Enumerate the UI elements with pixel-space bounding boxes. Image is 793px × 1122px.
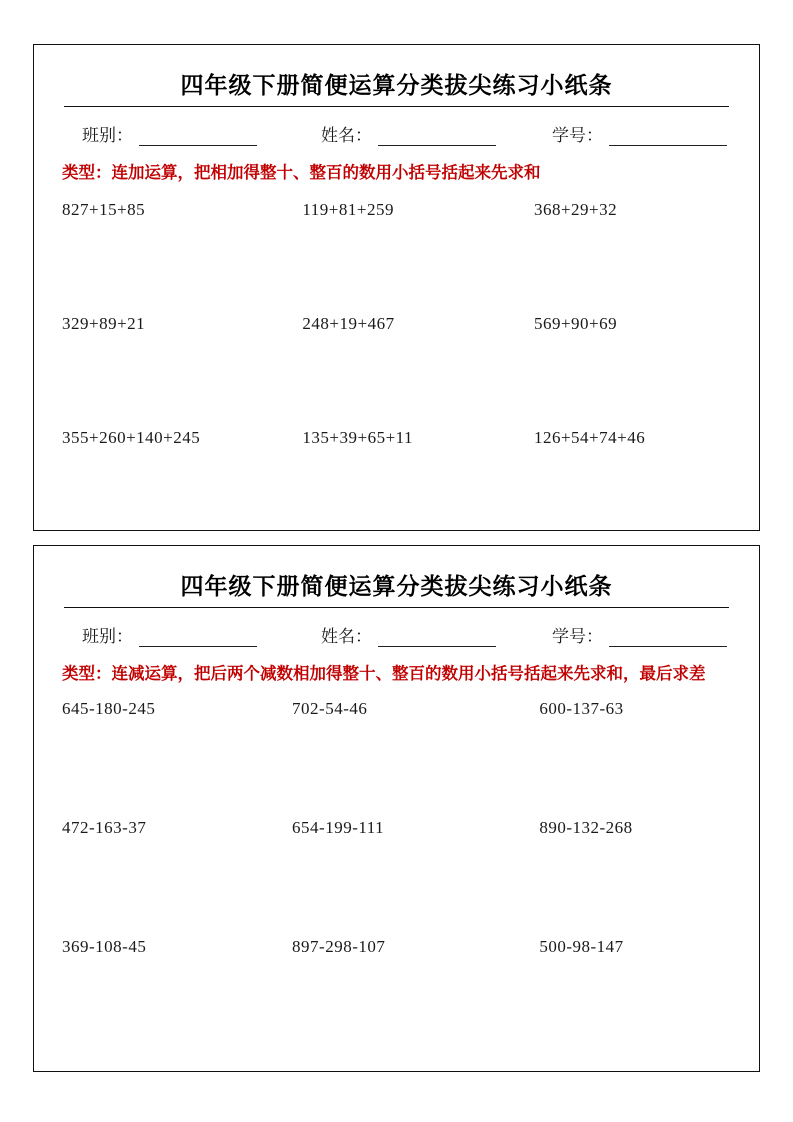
problem-item: 368+29+32 <box>533 199 618 219</box>
name-field <box>321 121 496 146</box>
worksheet-2 <box>33 545 760 1072</box>
student-info-row <box>64 622 729 647</box>
problem-item: 890-132-268 <box>539 817 633 837</box>
name-label: 姓名： <box>321 126 372 146</box>
student-info-row <box>64 121 729 146</box>
title-divider <box>64 106 729 107</box>
problem-item: 654-199-111 <box>292 817 385 837</box>
class-label: 班别： <box>82 126 133 146</box>
type-instruction: 类型：连减运算，把后两个减数相加得整十、整百的数用小括号括起来先求和，最后求差 <box>62 664 706 683</box>
worksheet-title: 四年级下册简便运算分类拔尖练习小纸条 <box>180 72 613 99</box>
problem-item: 702-54-46 <box>292 698 368 718</box>
name-field <box>321 622 496 647</box>
problem-row <box>62 937 731 1056</box>
problem-item: 355+260+140+245 <box>62 427 201 447</box>
class-field <box>82 121 257 146</box>
student-id-input[interactable] <box>609 128 727 146</box>
student-id-field <box>552 121 727 146</box>
problem-item: 500-98-147 <box>539 936 624 956</box>
class-input[interactable] <box>139 128 257 146</box>
problem-item: 135+39+65+11 <box>302 427 414 447</box>
problem-row <box>62 314 731 428</box>
problem-row <box>62 196 731 314</box>
problem-item: 897-298-107 <box>292 936 386 956</box>
problem-item: 369-108-45 <box>62 936 147 956</box>
student-id-label: 学号： <box>552 627 603 647</box>
problem-item: 248+19+467 <box>302 313 395 333</box>
name-input[interactable] <box>378 128 496 146</box>
worksheet-1 <box>33 44 760 531</box>
problem-item: 472-163-37 <box>62 817 147 837</box>
problem-item: 126+54+74+46 <box>533 427 646 447</box>
problem-row <box>62 428 731 542</box>
problem-item: 329+89+21 <box>62 313 146 333</box>
problem-grid <box>62 196 731 542</box>
type-instruction: 类型：连加运算，把相加得整十、整百的数用小括号括起来先求和 <box>62 163 541 182</box>
problem-row <box>62 697 731 818</box>
problem-row <box>62 818 731 937</box>
problem-item: 827+15+85 <box>62 199 146 219</box>
student-id-label: 学号： <box>552 126 603 146</box>
student-id-field <box>552 622 727 647</box>
problem-item: 119+81+259 <box>302 199 394 219</box>
problem-item: 645-180-245 <box>62 698 156 718</box>
name-label: 姓名： <box>321 627 372 647</box>
student-id-input[interactable] <box>609 629 727 647</box>
problem-item: 569+90+69 <box>533 313 618 333</box>
title-divider <box>64 607 729 608</box>
name-input[interactable] <box>378 629 496 647</box>
class-input[interactable] <box>139 629 257 647</box>
problem-item: 600-137-63 <box>539 698 624 718</box>
class-field <box>82 622 257 647</box>
worksheet-title: 四年级下册简便运算分类拔尖练习小纸条 <box>180 573 613 600</box>
class-label: 班别： <box>82 627 133 647</box>
problem-grid <box>62 697 731 1056</box>
